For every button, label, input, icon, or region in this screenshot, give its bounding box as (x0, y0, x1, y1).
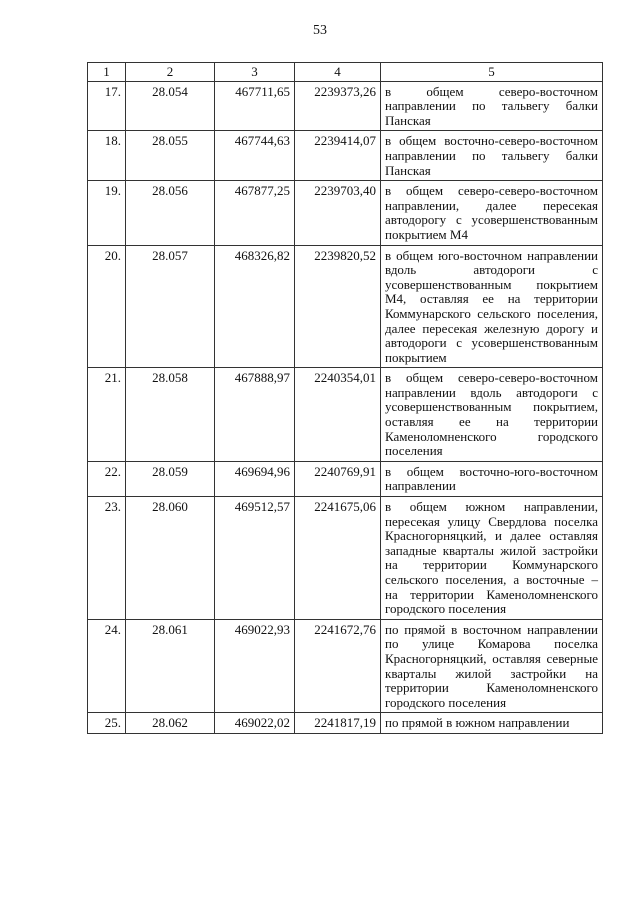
table-row (88, 245, 603, 368)
x-coordinate-cell: 469694,96 (215, 461, 295, 496)
x-coordinate-cell: 469512,57 (215, 497, 295, 620)
row-number-cell: 19. (88, 181, 126, 245)
x-coordinate-cell: 467877,25 (215, 181, 295, 245)
y-coordinate-cell: 2241817,19 (295, 713, 381, 734)
table-row (88, 181, 603, 245)
y-coordinate-cell: 2240354,01 (295, 368, 381, 462)
x-coordinate-cell: 467711,65 (215, 81, 295, 131)
table-row (88, 461, 603, 496)
row-number-cell: 21. (88, 368, 126, 462)
row-number-cell: 23. (88, 497, 126, 620)
point-id-cell: 28.059 (126, 461, 215, 496)
boundary-description-cell: в общем северо-северо-восточном направлении вдоль автодороги с усовершенствованным покрытием, оставляя ее на территории Каменоломненского городского поселения (381, 368, 603, 462)
x-coordinate-cell: 467888,97 (215, 368, 295, 462)
boundary-description-cell: в общем восточно-юго-восточном направлении (381, 461, 603, 496)
header-cell-1: 1 (88, 63, 126, 82)
x-coordinate-cell: 468326,82 (215, 245, 295, 368)
boundary-description-cell: в общем северо-восточном направлении по тальвегу балки Панская (381, 81, 603, 131)
point-id-cell: 28.057 (126, 245, 215, 368)
x-coordinate-cell: 469022,02 (215, 713, 295, 734)
y-coordinate-cell: 2241672,76 (295, 619, 381, 713)
table-row (88, 713, 603, 734)
table-row (88, 497, 603, 620)
header-cell-3: 3 (215, 63, 295, 82)
boundary-description-cell: в общем юго-восточном направлении вдоль автодороги с усовершенствованным покрытием М4, оставляя ее на территории Коммунарского сельского поселения, далее пересекая железную дорогу и автодороги с усовершенствованным покрытием (381, 245, 603, 368)
point-id-cell: 28.055 (126, 131, 215, 181)
y-coordinate-cell: 2240769,91 (295, 461, 381, 496)
point-id-cell: 28.056 (126, 181, 215, 245)
x-coordinate-cell: 469022,93 (215, 619, 295, 713)
row-number-cell: 22. (88, 461, 126, 496)
point-id-cell: 28.062 (126, 713, 215, 734)
table-row (88, 619, 603, 713)
header-cell-2: 2 (126, 63, 215, 82)
y-coordinate-cell: 2239820,52 (295, 245, 381, 368)
y-coordinate-cell: 2239703,40 (295, 181, 381, 245)
boundary-description-cell: в общем южном направлении, пересекая улицу Свердлова поселка Красногорняцкий, и далее оставляя западные кварталы жилой застройки на территории Коммунарского сельского поселения, а восточные – на территории Каменоломненского городского поселения (381, 497, 603, 620)
boundary-description-cell: в общем восточно-северо-восточном направлении по тальвегу балки Панская (381, 131, 603, 181)
row-number-cell: 25. (88, 713, 126, 734)
y-coordinate-cell: 2241675,06 (295, 497, 381, 620)
y-coordinate-cell: 2239373,26 (295, 81, 381, 131)
header-cell-5: 5 (381, 63, 603, 82)
boundary-points-table (87, 62, 603, 734)
x-coordinate-cell: 467744,63 (215, 131, 295, 181)
boundary-description-cell: по прямой в южном направлении (381, 713, 603, 734)
table-row (88, 131, 603, 181)
row-number-cell: 20. (88, 245, 126, 368)
boundary-description-cell: в общем северо-северо-восточном направлении, далее пересекая автодорогу с усовершенствованным покрытием М4 (381, 181, 603, 245)
table-row (88, 368, 603, 462)
point-id-cell: 28.061 (126, 619, 215, 713)
table-row (88, 81, 603, 131)
row-number-cell: 24. (88, 619, 126, 713)
point-id-cell: 28.060 (126, 497, 215, 620)
header-cell-4: 4 (295, 63, 381, 82)
boundary-description-cell: по прямой в восточном направлении по улице Комарова поселка Красногорняцкий, оставляя северные кварталы жилой застройки на территории Каменоломненского городского поселения (381, 619, 603, 713)
row-number-cell: 18. (88, 131, 126, 181)
y-coordinate-cell: 2239414,07 (295, 131, 381, 181)
table-header-row (88, 63, 603, 82)
point-id-cell: 28.058 (126, 368, 215, 462)
point-id-cell: 28.054 (126, 81, 215, 131)
row-number-cell: 17. (88, 81, 126, 131)
page-number: 53 (313, 23, 327, 38)
